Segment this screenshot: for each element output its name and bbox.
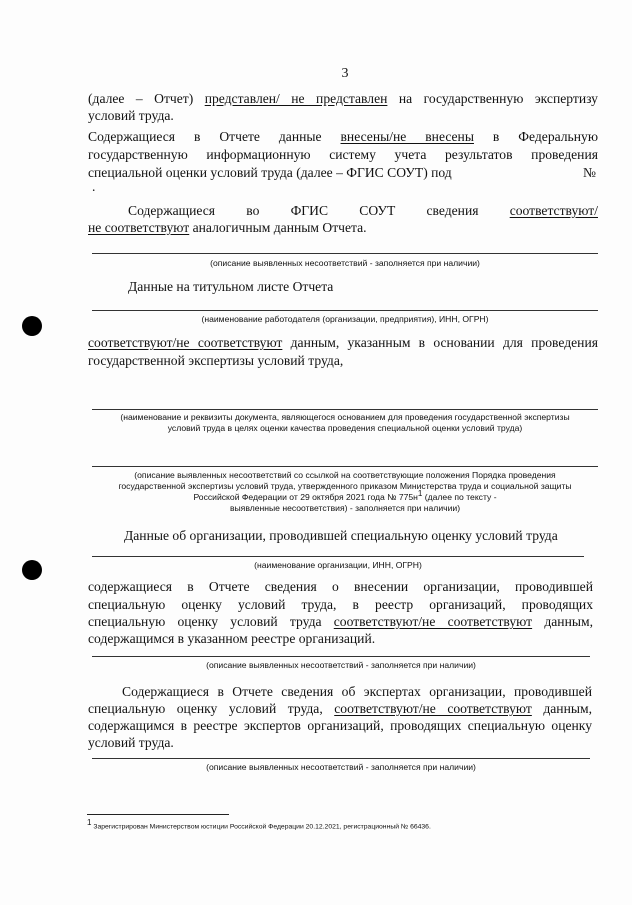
- p3-line2: [88, 219, 367, 236]
- p5-line2: специальную оценку условий труда, в реестр организаций, проводящих: [88, 597, 593, 612]
- caption-1: (описание выявленных несоответствий - заполняется при наличии): [210, 258, 480, 268]
- punch-hole-bottom: [22, 560, 42, 580]
- footnote: [87, 818, 431, 831]
- footnote-separator: [87, 814, 229, 815]
- p6-line4: условий труда.: [88, 735, 174, 750]
- fill-line-6: [92, 656, 590, 657]
- fill-line-5: [92, 556, 584, 557]
- p5-line1: содержащиеся в Отчете сведения о внесении организации, проводившей: [88, 579, 593, 594]
- p2-option-entered: внесены/не внесены: [340, 129, 474, 144]
- p2-line3-a: специальной оценки условий труда (далее – ФГИС СОУТ) под: [88, 165, 452, 180]
- caption-4-line3-b: (далее по тексту -: [422, 492, 497, 502]
- footnote-ref: 1: [417, 489, 423, 499]
- p1-line2: условий труда.: [88, 108, 174, 123]
- footnote-text: Зарегистрирован Министерством юстиции Российской Федерации 20.12.2021, регистрационный № 66436.: [91, 823, 431, 831]
- p5-option-correspond: соответствуют/не соответствуют: [333, 614, 533, 629]
- caption-4-line3-a: Российской Федерации от 29 октября 2021 года № 775н: [193, 492, 418, 502]
- footnote-mark: 1: [87, 818, 92, 827]
- page-number: 3: [341, 66, 349, 81]
- p3-line1: [128, 202, 598, 219]
- p6-line2-b: данным,: [543, 701, 592, 716]
- punch-hole-top: [22, 316, 42, 336]
- caption-6: (описание выявленных несоответствий - заполняется при наличии): [206, 660, 476, 670]
- fill-line-1: [92, 253, 598, 254]
- p5-line4: содержащимся в указанном реестре организаций.: [88, 631, 376, 646]
- p3-option-correspond: соответствуют/: [509, 203, 598, 218]
- p2-line1: [88, 128, 598, 145]
- p1-line1-b: на государственную экспертизу: [398, 91, 598, 106]
- caption-2: (наименование работодателя (организации, предприятия), ИНН, ОГРН): [201, 314, 489, 324]
- caption-7: (описание выявленных несоответствий - заполняется при наличии): [206, 762, 476, 772]
- title-page-heading: Данные на титульном листе Отчета: [128, 279, 334, 294]
- p5-line3-b: данным,: [544, 614, 593, 629]
- p6-line2: [88, 700, 592, 717]
- p4-line1-b: данным, указанным в основании для проведения: [290, 335, 598, 350]
- p5-line3-a: специальную оценку условий труда: [88, 614, 322, 629]
- p1-option-presented: представлен/ не представлен: [204, 91, 388, 106]
- p4-option-correspond: соответствуют/не соответствуют: [88, 335, 283, 350]
- caption-4: [92, 470, 598, 514]
- p6-line3: содержащимся в реестре экспертов организаций, проводящих специальную оценку: [88, 718, 592, 733]
- p1-line1-a: (далее – Отчет): [88, 91, 194, 106]
- fill-line-4: [92, 466, 598, 467]
- caption-3: [92, 412, 598, 434]
- p3-option-not-correspond: не соответствуют: [88, 220, 190, 235]
- p2-line1-b: в Федеральную: [492, 129, 598, 144]
- fill-line-3: [92, 409, 598, 410]
- p2-line1-a: Содержащиеся в Отчете данные: [88, 129, 322, 144]
- caption-4-line3: [92, 489, 598, 503]
- p3-line2-b: аналогичным данным Отчета.: [192, 220, 367, 235]
- caption-4-line1: (описание выявленных несоответствий со ссылкой на соответствующие положения Порядка проведения: [134, 470, 556, 480]
- caption-5: (наименование организации, ИНН, ОГРН): [254, 560, 422, 570]
- p6-option-correspond: соответствуют/не соответствуют: [334, 701, 532, 716]
- fill-line-7: [92, 758, 590, 759]
- p4-line1: [88, 334, 598, 351]
- p2-line4: .: [92, 179, 96, 194]
- organization-heading: Данные об организации, проводившей специальную оценку условий труда: [124, 528, 558, 543]
- caption-4-line4: выявленные несоответствия) - заполняется при наличии): [229, 503, 461, 513]
- caption-3-line2: условий труда в целях оценки качества проведения специальной оценки условий труда): [167, 423, 523, 433]
- p5-line3: [88, 613, 593, 630]
- p4-line2: государственной экспертизы условий труда,: [88, 353, 344, 368]
- p2-line3-number-sign: №: [583, 165, 596, 180]
- fill-line-2: [92, 310, 598, 311]
- p3-line1-a: Содержащиеся во ФГИС СОУТ сведения: [128, 203, 479, 218]
- caption-3-line1: (наименование и реквизиты документа, являющегося основанием для проведения государственной экспертизы: [120, 412, 570, 422]
- p1-line1: [88, 90, 598, 107]
- caption-4-line2: государственной экспертизы условий труда, утвержденного приказом Министерства труда и социальной защиты: [118, 481, 572, 491]
- p6-line2-a: специальную оценку условий труда,: [88, 701, 323, 716]
- p2-line2: государственную информационную систему учета результатов проведения: [88, 147, 598, 162]
- p6-line1: Содержащиеся в Отчете сведения об экспертах организации, проводившей: [122, 684, 592, 699]
